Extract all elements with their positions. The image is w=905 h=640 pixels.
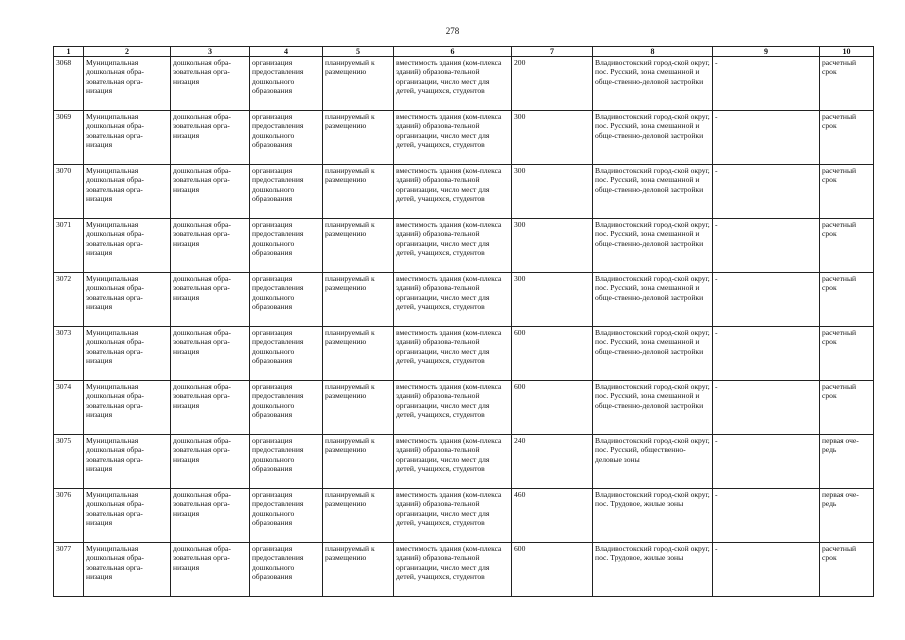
- characteristic-cell: вместимость здания (ком-плекса зданий) образова-тельной организации, число мест для детей, учащихся, студентов: [394, 381, 512, 435]
- column-number-5: 5: [323, 47, 394, 57]
- location-cell: Владивостокский город-ской округ, пос. Русский, зона смешанной и обще-ственно-деловой застройки: [593, 273, 713, 327]
- column-number-2: 2: [84, 47, 171, 57]
- table-row: [54, 327, 874, 381]
- status-cell: планируемый к размещению: [323, 543, 394, 597]
- table-row: [54, 543, 874, 597]
- purpose-cell: организация предоставления дошкольного образования: [250, 57, 323, 111]
- column-number-9: 9: [713, 47, 820, 57]
- table-row: [54, 165, 874, 219]
- object-name-cell: Муниципальная дошкольная обра-зовательная орга-низация: [84, 111, 171, 165]
- row-number-cell: 3077: [54, 543, 84, 597]
- object-type-cell: дошкольная обра-зовательная орга-низация: [171, 435, 250, 489]
- characteristic-cell: вместимость здания (ком-плекса зданий) образова-тельной организации, число мест для детей, учащихся, студентов: [394, 165, 512, 219]
- purpose-cell: организация предоставления дошкольного образования: [250, 381, 323, 435]
- characteristic-cell: вместимость здания (ком-плекса зданий) образова-тельной организации, число мест для детей, учащихся, студентов: [394, 489, 512, 543]
- value-cell: 300: [512, 273, 593, 327]
- characteristic-cell: вместимость здания (ком-плекса зданий) образова-тельной организации, число мест для детей, учащихся, студентов: [394, 327, 512, 381]
- status-cell: планируемый к размещению: [323, 381, 394, 435]
- column-number-10: 10: [820, 47, 874, 57]
- location-cell: Владивостокский город-ской округ, пос. Русский, зона смешанной и обще-ственно-деловой застройки: [593, 219, 713, 273]
- row-number-cell: 3073: [54, 327, 84, 381]
- object-type-cell: дошкольная обра-зовательная орга-низация: [171, 165, 250, 219]
- row-number-cell: 3074: [54, 381, 84, 435]
- deadline-cell: расчетный срок: [820, 111, 874, 165]
- object-type-cell: дошкольная обра-зовательная орга-низация: [171, 327, 250, 381]
- zone-cell: -: [713, 111, 820, 165]
- status-cell: планируемый к размещению: [323, 327, 394, 381]
- purpose-cell: организация предоставления дошкольного образования: [250, 543, 323, 597]
- location-cell: Владивостокский город-ской округ, пос. Русский, зона смешанной и обще-ственно-деловой застройки: [593, 165, 713, 219]
- deadline-cell: расчетный срок: [820, 57, 874, 111]
- status-cell: планируемый к размещению: [323, 165, 394, 219]
- value-cell: 600: [512, 381, 593, 435]
- status-cell: планируемый к размещению: [323, 219, 394, 273]
- object-name-cell: Муниципальная дошкольная обра-зовательная орга-низация: [84, 273, 171, 327]
- purpose-cell: организация предоставления дошкольного образования: [250, 111, 323, 165]
- zone-cell: -: [713, 165, 820, 219]
- row-number-cell: 3072: [54, 273, 84, 327]
- deadline-cell: расчетный срок: [820, 381, 874, 435]
- deadline-cell: первая оче-редь: [820, 435, 874, 489]
- column-number-8: 8: [593, 47, 713, 57]
- value-cell: 300: [512, 111, 593, 165]
- object-type-cell: дошкольная обра-зовательная орга-низация: [171, 489, 250, 543]
- zone-cell: -: [713, 57, 820, 111]
- value-cell: 300: [512, 219, 593, 273]
- purpose-cell: организация предоставления дошкольного образования: [250, 273, 323, 327]
- value-cell: 300: [512, 165, 593, 219]
- zone-cell: -: [713, 543, 820, 597]
- object-name-cell: Муниципальная дошкольная обра-зовательная орга-низация: [84, 543, 171, 597]
- column-number-7: 7: [512, 47, 593, 57]
- value-cell: 200: [512, 57, 593, 111]
- value-cell: 240: [512, 435, 593, 489]
- object-name-cell: Муниципальная дошкольная обра-зовательная орга-низация: [84, 489, 171, 543]
- column-number-1: 1: [54, 47, 84, 57]
- object-name-cell: Муниципальная дошкольная обра-зовательная орга-низация: [84, 327, 171, 381]
- object-name-cell: Муниципальная дошкольная обра-зовательная орга-низация: [84, 219, 171, 273]
- deadline-cell: расчетный срок: [820, 219, 874, 273]
- object-name-cell: Муниципальная дошкольная обра-зовательная орга-низация: [84, 435, 171, 489]
- location-cell: Владивостокский город-ской округ, пос. Русский, общественно-деловые зоны: [593, 435, 713, 489]
- location-cell: Владивостокский город-ской округ, пос. Русский, зона смешанной и обще-ственно-деловой застройки: [593, 111, 713, 165]
- deadline-cell: первая оче-редь: [820, 489, 874, 543]
- table-row: [54, 489, 874, 543]
- object-name-cell: Муниципальная дошкольная обра-зовательная орга-низация: [84, 381, 171, 435]
- location-cell: Владивостокский город-ской округ, пос. Трудовое, жилые зоны: [593, 543, 713, 597]
- object-type-cell: дошкольная обра-зовательная орга-низация: [171, 381, 250, 435]
- value-cell: 460: [512, 489, 593, 543]
- zone-cell: -: [713, 381, 820, 435]
- table-row: [54, 57, 874, 111]
- page-number: 278: [445, 26, 460, 36]
- location-cell: Владивостокский город-ской округ, пос. Трудовое, жилые зоны: [593, 489, 713, 543]
- table-body: [54, 57, 874, 597]
- status-cell: планируемый к размещению: [323, 435, 394, 489]
- object-name-cell: Муниципальная дошкольная обра-зовательная орга-низация: [84, 165, 171, 219]
- value-cell: 600: [512, 327, 593, 381]
- object-type-cell: дошкольная обра-зовательная орга-низация: [171, 273, 250, 327]
- characteristic-cell: вместимость здания (ком-плекса зданий) образова-тельной организации, число мест для детей, учащихся, студентов: [394, 543, 512, 597]
- row-number-cell: 3071: [54, 219, 84, 273]
- row-number-cell: 3075: [54, 435, 84, 489]
- deadline-cell: расчетный срок: [820, 165, 874, 219]
- characteristic-cell: вместимость здания (ком-плекса зданий) образова-тельной организации, число мест для детей, учащихся, студентов: [394, 57, 512, 111]
- object-type-cell: дошкольная обра-зовательная орга-низация: [171, 57, 250, 111]
- table-row: [54, 111, 874, 165]
- deadline-cell: расчетный срок: [820, 327, 874, 381]
- column-number-6: 6: [394, 47, 512, 57]
- column-number-4: 4: [250, 47, 323, 57]
- purpose-cell: организация предоставления дошкольного образования: [250, 489, 323, 543]
- characteristic-cell: вместимость здания (ком-плекса зданий) образова-тельной организации, число мест для детей, учащихся, студентов: [394, 435, 512, 489]
- object-name-cell: Муниципальная дошкольная обра-зовательная орга-низация: [84, 57, 171, 111]
- zone-cell: -: [713, 489, 820, 543]
- characteristic-cell: вместимость здания (ком-плекса зданий) образова-тельной организации, число мест для детей, учащихся, студентов: [394, 219, 512, 273]
- deadline-cell: расчетный срок: [820, 543, 874, 597]
- location-cell: Владивостокский город-ской округ, пос. Русский, зона смешанной и обще-ственно-деловой застройки: [593, 57, 713, 111]
- table-row: [54, 273, 874, 327]
- status-cell: планируемый к размещению: [323, 273, 394, 327]
- row-number-cell: 3076: [54, 489, 84, 543]
- table-row: [54, 219, 874, 273]
- deadline-cell: расчетный срок: [820, 273, 874, 327]
- object-type-cell: дошкольная обра-зовательная орга-низация: [171, 111, 250, 165]
- table-row: [54, 435, 874, 489]
- column-number-header-row: [54, 47, 874, 57]
- purpose-cell: организация предоставления дошкольного образования: [250, 165, 323, 219]
- status-cell: планируемый к размещению: [323, 489, 394, 543]
- status-cell: планируемый к размещению: [323, 57, 394, 111]
- row-number-cell: 3068: [54, 57, 84, 111]
- row-number-cell: 3069: [54, 111, 84, 165]
- status-cell: планируемый к размещению: [323, 111, 394, 165]
- purpose-cell: организация предоставления дошкольного образования: [250, 327, 323, 381]
- zone-cell: -: [713, 435, 820, 489]
- column-number-3: 3: [171, 47, 250, 57]
- value-cell: 600: [512, 543, 593, 597]
- row-number-cell: 3070: [54, 165, 84, 219]
- objects-table: [53, 46, 874, 597]
- location-cell: Владивостокский город-ской округ, пос. Русский, зона смешанной и обще-ственно-деловой застройки: [593, 381, 713, 435]
- location-cell: Владивостокский город-ской округ, пос. Русский, зона смешанной и обще-ственно-деловой застройки: [593, 327, 713, 381]
- purpose-cell: организация предоставления дошкольного образования: [250, 219, 323, 273]
- purpose-cell: организация предоставления дошкольного образования: [250, 435, 323, 489]
- object-type-cell: дошкольная обра-зовательная орга-низация: [171, 543, 250, 597]
- zone-cell: -: [713, 273, 820, 327]
- characteristic-cell: вместимость здания (ком-плекса зданий) образова-тельной организации, число мест для детей, учащихся, студентов: [394, 273, 512, 327]
- zone-cell: -: [713, 219, 820, 273]
- object-type-cell: дошкольная обра-зовательная орга-низация: [171, 219, 250, 273]
- characteristic-cell: вместимость здания (ком-плекса зданий) образова-тельной организации, число мест для детей, учащихся, студентов: [394, 111, 512, 165]
- table-row: [54, 381, 874, 435]
- zone-cell: -: [713, 327, 820, 381]
